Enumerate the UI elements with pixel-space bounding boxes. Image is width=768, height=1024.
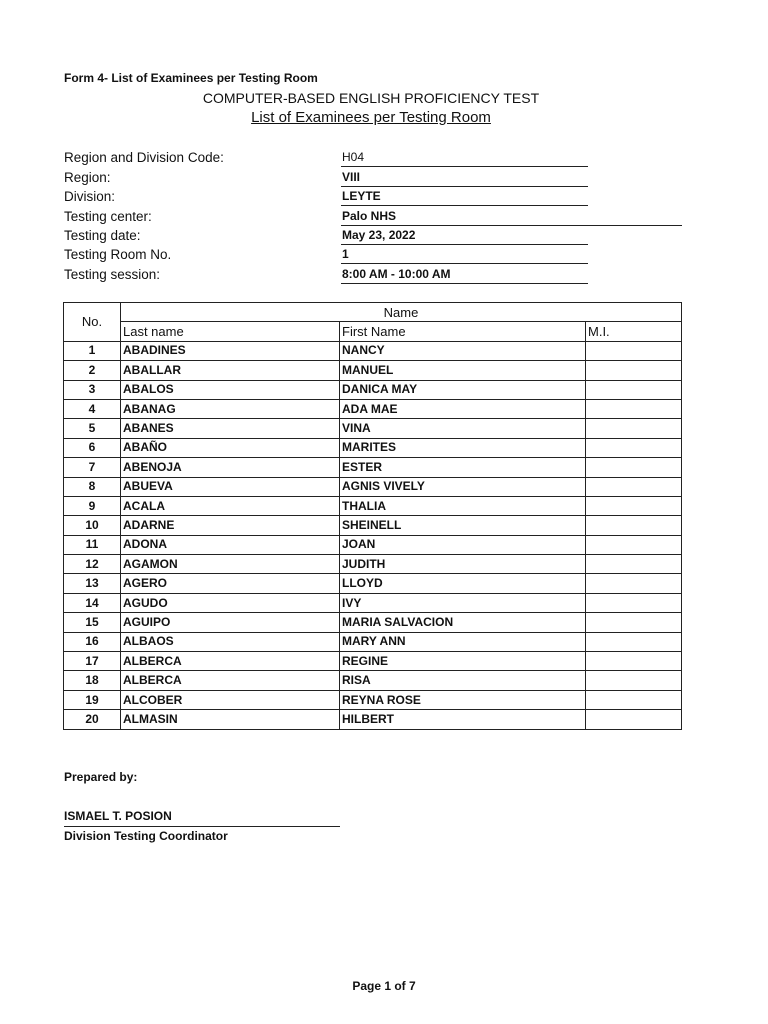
last-name-cell: AGERO [121,574,340,593]
table-row [64,341,682,360]
row-number: 1 [64,341,121,360]
row-number: 3 [64,380,121,399]
table-row [64,652,682,671]
prepared-by-label: Prepared by: [64,770,138,784]
header-first-name: First Name [340,322,586,341]
row-number: 8 [64,477,121,496]
last-name-cell: ALCOBER [121,690,340,709]
first-name-cell: THALIA [340,496,586,515]
row-number: 10 [64,516,121,535]
first-name-cell: DANICA MAY [340,380,586,399]
signatory-title: Division Testing Coordinator [64,829,228,843]
row-number: 13 [64,574,121,593]
mi-cell [586,380,682,399]
info-value: 1 [341,245,588,264]
table-row [64,574,682,593]
mi-cell [586,574,682,593]
info-value: LEYTE [341,187,588,206]
header-no: No. [64,303,121,342]
row-number: 6 [64,438,121,457]
first-name-cell: MARITES [340,438,586,457]
table-row [64,477,682,496]
mi-cell [586,710,682,729]
table-row [64,632,682,651]
signatory-name: ISMAEL T. POSION [64,809,172,823]
mi-cell [586,593,682,612]
info-label: Testing date: [64,228,141,243]
row-number: 9 [64,496,121,515]
header-mi: M.I. [586,322,682,341]
last-name-cell: ABALLAR [121,361,340,380]
last-name-cell: AGUDO [121,593,340,612]
row-number: 20 [64,710,121,729]
mi-cell [586,341,682,360]
first-name-cell: JOAN [340,535,586,554]
last-name-cell: AGAMON [121,555,340,574]
row-number: 19 [64,690,121,709]
first-name-cell: IVY [340,593,586,612]
last-name-cell: ALBERCA [121,652,340,671]
last-name-cell: ALMASIN [121,710,340,729]
table-row [64,399,682,418]
last-name-cell: ABANAG [121,399,340,418]
last-name-cell: ABADINES [121,341,340,360]
mi-cell [586,671,682,690]
mi-cell [586,613,682,632]
row-number: 5 [64,419,121,438]
first-name-cell: AGNIS VIVELY [340,477,586,496]
first-name-cell: ADA MAE [340,399,586,418]
examinees-table [63,302,682,730]
mi-cell [586,496,682,515]
info-label: Region: [64,170,111,185]
info-value: Palo NHS [341,207,682,226]
last-name-cell: ABALOS [121,380,340,399]
first-name-cell: RISA [340,671,586,690]
table-row [64,555,682,574]
mi-cell [586,535,682,554]
last-name-cell: AGUIPO [121,613,340,632]
first-name-cell: MARIA SALVACION [340,613,586,632]
first-name-cell: REGINE [340,652,586,671]
info-label: Testing center: [64,209,152,224]
first-name-cell: REYNA ROSE [340,690,586,709]
row-number: 17 [64,652,121,671]
first-name-cell: JUDITH [340,555,586,574]
info-value: 8:00 AM - 10:00 AM [341,265,588,284]
table-row [64,710,682,729]
mi-cell [586,399,682,418]
mi-cell [586,458,682,477]
last-name-cell: ALBAOS [121,632,340,651]
last-name-cell: ABAÑO [121,438,340,457]
table-row [64,593,682,612]
last-name-cell: ABENOJA [121,458,340,477]
table-row [64,458,682,477]
info-value: May 23, 2022 [341,226,588,245]
first-name-cell: LLOYD [340,574,586,593]
mi-cell [586,438,682,457]
first-name-cell: NANCY [340,341,586,360]
table-row [64,380,682,399]
table-row [64,671,682,690]
last-name-cell: ADONA [121,535,340,554]
mi-cell [586,516,682,535]
last-name-cell: ACALA [121,496,340,515]
info-label: Region and Division Code: [64,150,224,165]
document-subtitle: List of Examinees per Testing Room [251,109,491,126]
first-name-cell: MARY ANN [340,632,586,651]
last-name-cell: ALBERCA [121,671,340,690]
page-number: Page 1 of 7 [352,979,416,993]
last-name-cell: ABUEVA [121,477,340,496]
last-name-cell: ADARNE [121,516,340,535]
info-value: VIII [341,168,588,187]
table-row [64,419,682,438]
row-number: 2 [64,361,121,380]
table-row [64,438,682,457]
last-name-cell: ABANES [121,419,340,438]
mi-cell [586,477,682,496]
mi-cell [586,555,682,574]
form-label: Form 4- List of Examinees per Testing Room [64,71,318,85]
table-row [64,613,682,632]
table-row [64,690,682,709]
row-number: 4 [64,399,121,418]
row-number: 12 [64,555,121,574]
first-name-cell: VINA [340,419,586,438]
row-number: 7 [64,458,121,477]
document-title: COMPUTER-BASED ENGLISH PROFICIENCY TEST [202,90,540,106]
row-number: 14 [64,593,121,612]
first-name-cell: SHEINELL [340,516,586,535]
row-number: 11 [64,535,121,554]
table-row [64,516,682,535]
mi-cell [586,361,682,380]
info-label: Testing session: [64,267,161,282]
header-last-name: Last name [121,322,340,341]
first-name-cell: HILBERT [340,710,586,729]
row-number: 15 [64,613,121,632]
mi-cell [586,652,682,671]
table-row [64,535,682,554]
row-number: 18 [64,671,121,690]
info-label: Testing Room No. [64,247,172,262]
info-value: H04 [341,148,588,167]
mi-cell [586,419,682,438]
table-row [64,496,682,515]
signature-line [64,826,340,827]
row-number: 16 [64,632,121,651]
table-row [64,361,682,380]
info-label: Division: [64,189,116,204]
first-name-cell: MANUEL [340,361,586,380]
mi-cell [586,632,682,651]
header-name: Name [121,303,682,322]
mi-cell [586,690,682,709]
first-name-cell: ESTER [340,458,586,477]
